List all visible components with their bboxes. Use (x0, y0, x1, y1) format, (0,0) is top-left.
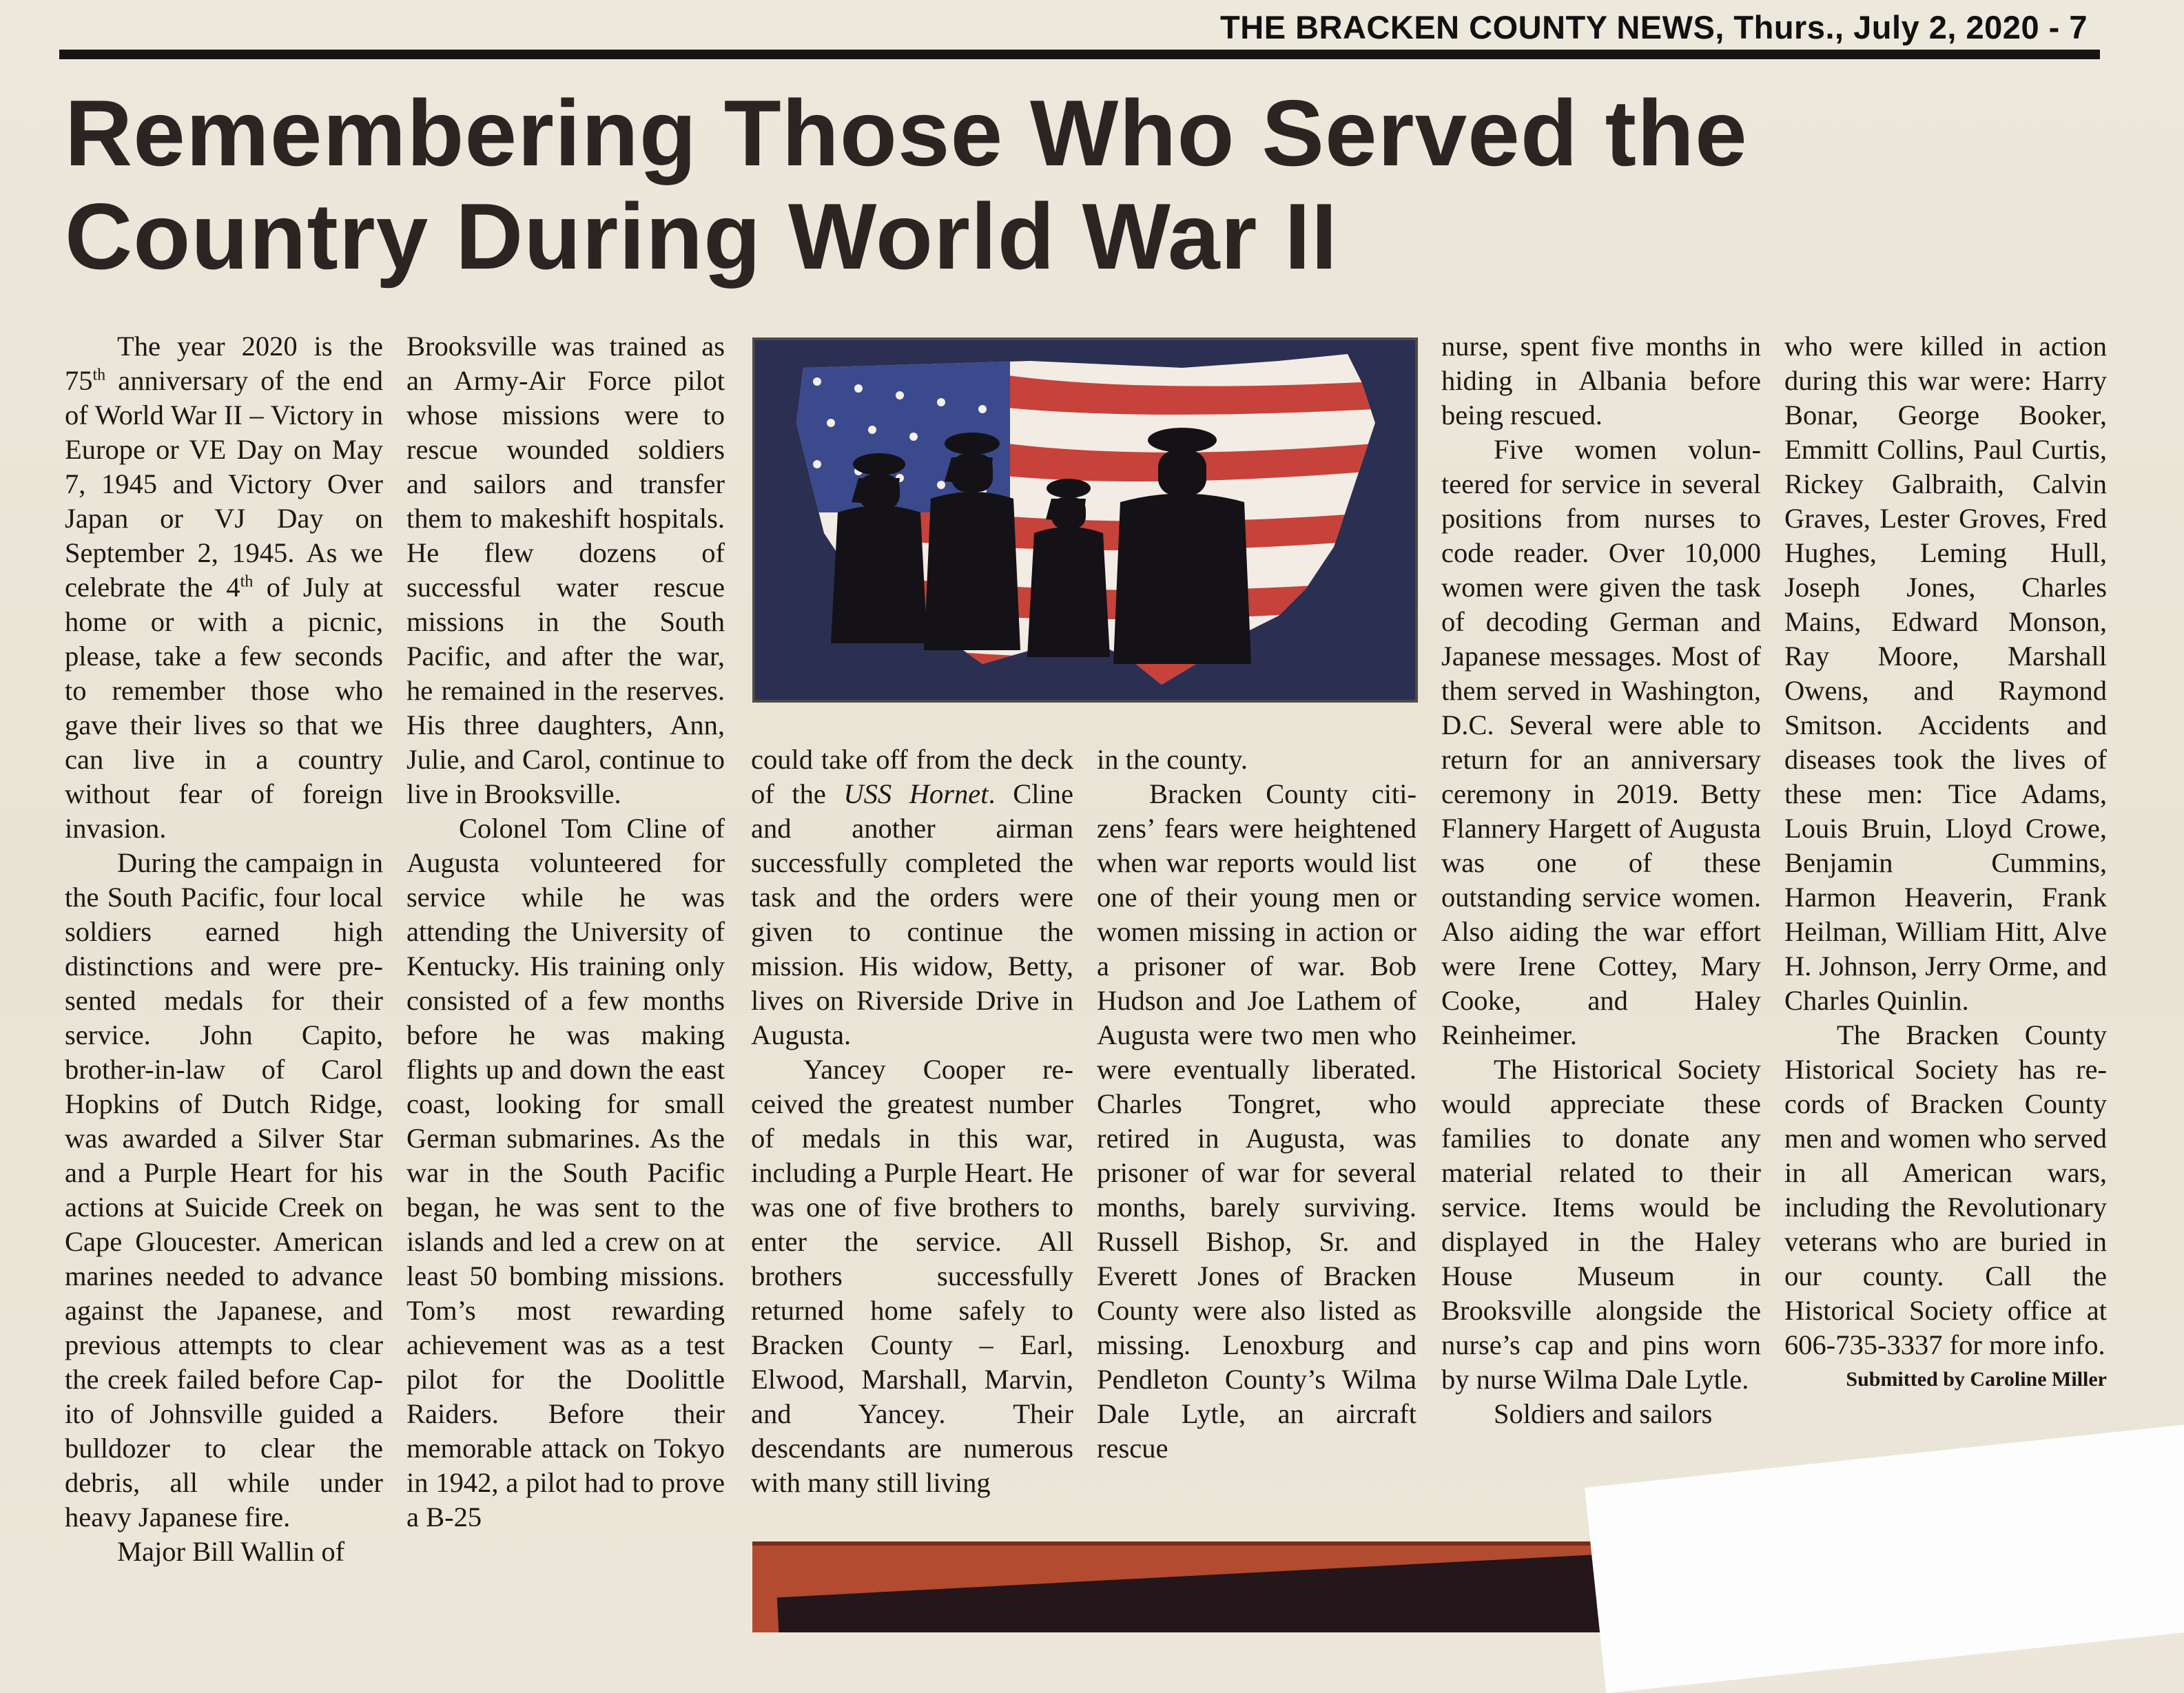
byline: Submitted by Caroline Miller (1846, 1368, 2107, 1391)
article-column-3 (751, 742, 1073, 1500)
paragraph: Colonel Tom Cline of Augusta volunteered for service while he was attending the University of Kentucky. His training only consisted of a few months before he was making flights up and down the east coast, looking for small German submarines. As the war in the South Pacific began, he was sent to the islands and led a crew on at least 50 bombing missions. Tom’s most rewarding achievement was as a test pilot for the Doolittle Raiders. Before their memorable attack on Tokyo in 1942, a pilot had to prove a B-25 (406, 813, 725, 1533)
paragraph: in the county. (1097, 744, 1248, 775)
paragraph: During the campaign in the South Pacific, four local soldiers earned high distinctions and were presented medals for their service. John Capito, brother-in-law of Carol Hopkins of Dutch Ridge, was awarded a Silver Star and a Purple Heart for his actions at Suicide Creek on Cape Gloucester. American marines needed to advance against the Japanese, and previous attempts to clear the creek failed before Capito of Johnsville guided a bulldozer to clear the debris, all while under heavy Japanese fire. (65, 847, 383, 1533)
paragraph: Bracken County citizens’ fears were heightened when war reports would list one of their young men or women missing in action or a prisoner of war. Bob Hudson and Joe Lathem of Augusta were two men who were eventually liberated. Charles Tongret, who retired in Augusta, was prisoner of war for several months, barely surviving. Russell Bishop, Sr. and Everett Jones of Bracken County were also listed as missing. Lenoxburg and Pendleton County’s Wilma Dale Lytle, an aircraft rescue (1097, 778, 1416, 1464)
paragraph: The year 2020 is the 75th anniversary of the end of World War II – Victory in Europe or VE Day on May 7, 1945 and Victory Over Japan or VJ Day on September 2, 1945. As we celebrate the 4th of July at home or with a picnic, please, take a few seconds to remember those who gave their lives so that we can live in a country without fear of foreign invasion. (65, 331, 383, 844)
article-column-6 (1784, 329, 2107, 1397)
headline-line-1: Remembering Those Who Served the (65, 81, 1748, 185)
page-title (65, 81, 2008, 288)
paragraph: The Bracken County Historical Society has records of Bracken County men and women who served in all American wars, including the Revolutionary veterans who are buried in our county. Call the Historical Society office at 606-735-3337 for more info. (1784, 1019, 2107, 1360)
masthead: THE BRACKEN COUNTY NEWS, Thurs., July 2, 2020 - 7 (1220, 9, 2088, 45)
paragraph: Soldiers and sailors (1494, 1398, 1713, 1429)
paragraph: Five women volunteered for service in several positions from nurses to code reader. Over 10,000 women were given the task of decoding German and Japanese messages. Most of them served in Washington, D.C. Several were able to return for an anniversary ceremony in 2019. Betty Flannery Hargett of Augusta was one of these outstanding service women. Also aiding the war effort were Irene Cottey, Mary Cooke, and Haley Reinheimer. (1441, 434, 1761, 1050)
article-column-2 (406, 329, 725, 1535)
header-rule (59, 50, 2100, 59)
headline-line-2: Country During World War II (65, 184, 1338, 289)
paragraph: nurse, spent five months in hiding in Albania before being rescued. (1441, 331, 1761, 430)
article-photo (752, 337, 1418, 703)
bottom-photo-strip (752, 1541, 1717, 1632)
article-column-5 (1441, 329, 1761, 1431)
article-column-1 (65, 329, 383, 1569)
bottom-photo-dark-area (777, 1544, 1717, 1632)
paragraph: The Historical Society would appreciate these families to donate any material related to their service. Items would be displayed in the Haley House Museum in Brooksville alongside the nurse’s cap and pins worn by nurse Wilma Dale Lytle. (1441, 1054, 1761, 1395)
paragraph: Yancey Cooper received the greatest number of medals in this war, including a Purple Heart. He was one of five brothers to enter the service. All brothers successfully returned home safely to Bracken County – Earl, Elwood, Marshall, Marvin, and Yancey. Their descendants are numerous with many still living (751, 1054, 1073, 1498)
saluting-soldiers-flag-map-icon (755, 340, 1415, 700)
paragraph: could take off from the deck of the USS Hornet. Cline and another airman successfully completed the task and the orders were given to continue the mission. His widow, Betty, lives on Riverside Drive in Augusta. (751, 744, 1073, 1050)
paragraph: who were killed in action during this war were: Harry Bonar, George Booker, Emmitt Collins, Paul Curtis, Rickey Galbraith, Calvin Graves, Lester Groves, Fred Hughes, Leming Hull, Joseph Jones, Charles Mains, Edward Monson, Ray Moore, Marshall Owens, and Raymond Smitson. Accidents and diseases took the lives of these men: Tice Adams, Louis Bruin, Lloyd Crowe, Benjamin Cummins, Harmon Heaverin, Frank Heilman, William Hitt, Alve H. Johnson, Jerry Orme, and Charles Quinlin. (1784, 331, 2107, 1016)
paragraph: Major Bill Wallin of (117, 1536, 345, 1567)
paragraph: Brooksville was trained as an Army-Air Force pilot whose missions were to rescue wounded soldiers and sailors and transfer them to makeshift hospitals. He flew dozens of successful water rescue missions in the South Pacific, and after the war, he remained in the reserves. His three daughters, Ann, Julie, and Carol, continue to live in Brooksville. (406, 331, 725, 809)
article-column-4 (1097, 742, 1416, 1466)
